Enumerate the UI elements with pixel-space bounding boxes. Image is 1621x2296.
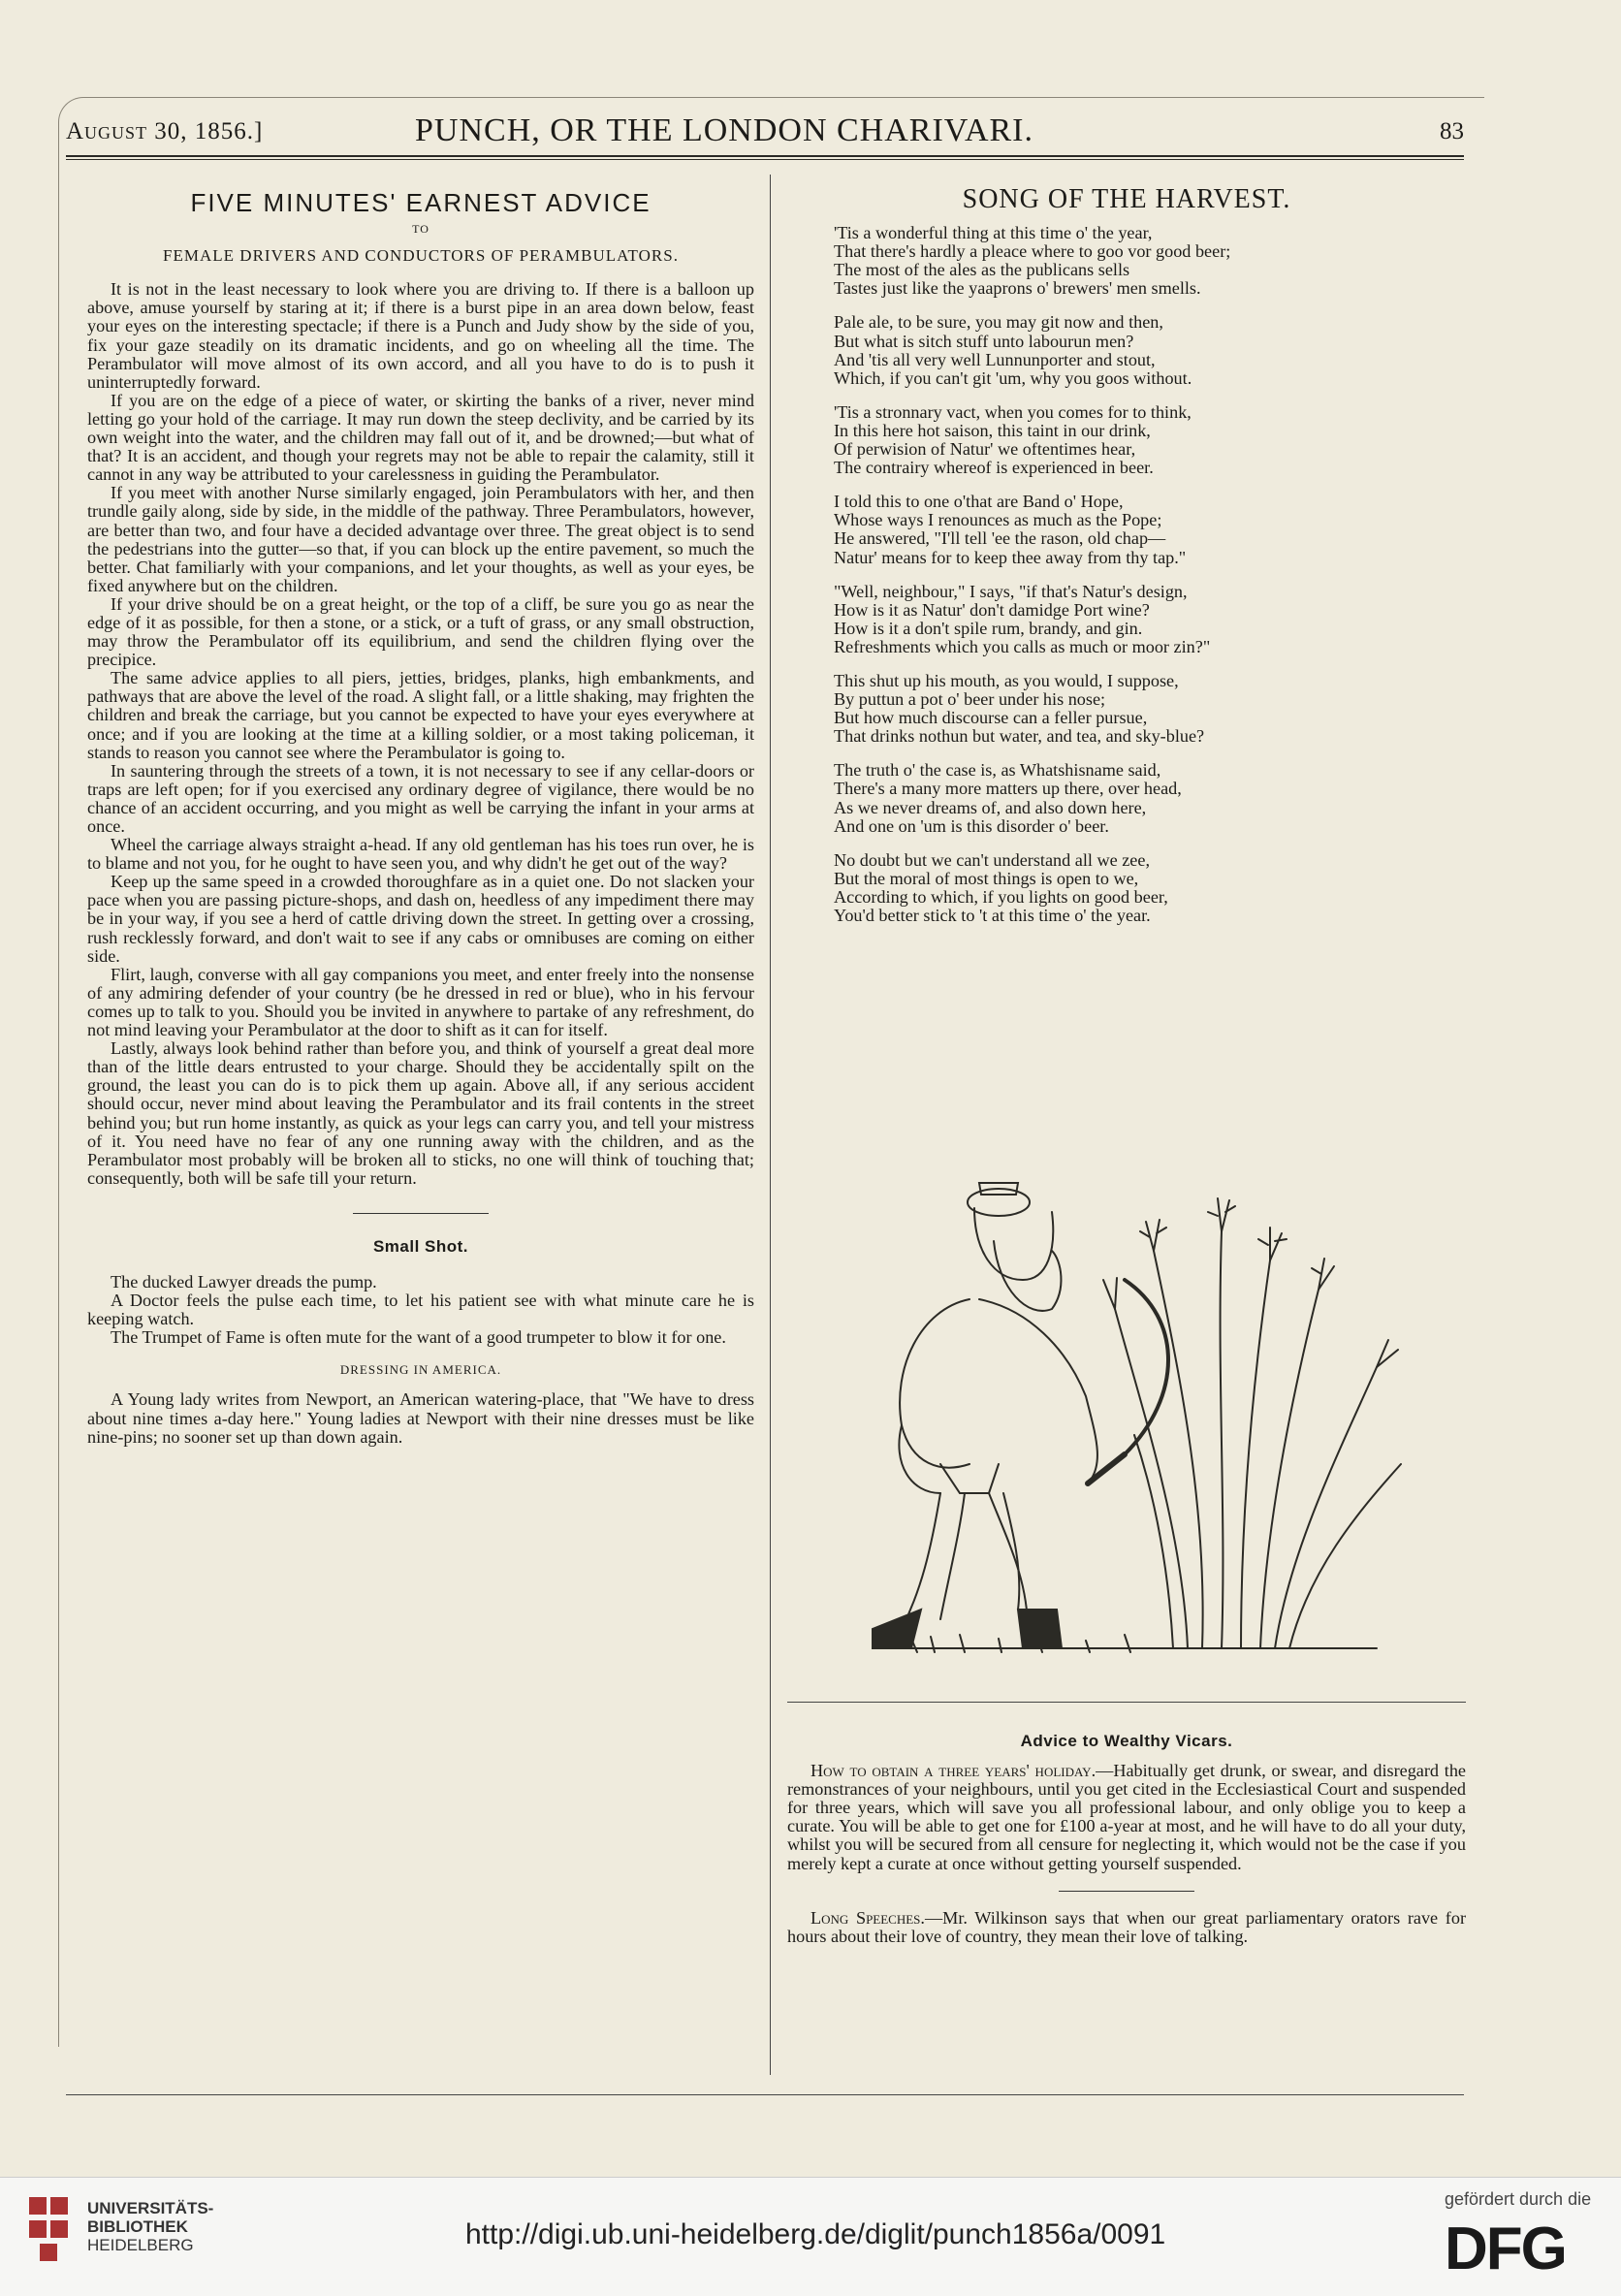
song-line: I told this to one o'that are Band o' Hope, — [834, 492, 1124, 512]
song-line: In this here hot saison, this taint in our drink, — [834, 420, 1151, 440]
song-line: That drinks nothun but water, and tea, and sky-blue? — [834, 726, 1205, 747]
song-line: 'Tis a stronnary vact, when you comes for to think, — [834, 401, 1192, 422]
vicars-section — [787, 1732, 1466, 1946]
library-name: UNIVERSITÄTS- BIBLIOTHEK HEIDELBERG — [87, 2199, 214, 2254]
america-paragraph: A Young lady writes from Newport, an American watering-place, that "We have to dress about nine times a-day here." Young ladies at Newport with their nine dresses must be like nine-pins; no sooner set up than down again. — [87, 1389, 754, 1447]
song-line: Pale ale, to be sure, you may git now and then, — [834, 312, 1163, 333]
page-header — [66, 112, 1464, 151]
advice-paragraph: The same advice applies to all piers, jetties, bridges, planks, high embankments, and pathways that are above the level of the road. A slight fall, or a little shaking, may frighten the children and break the carriage, but you cannot be expected to have your eyes everywhere at once; and if you are looking at the time at a killing soldier, or a most taking policeman, it stands to reason you cannot see where the Perambulator is going to. — [87, 668, 754, 762]
song-line: The contrairy whereof is experienced in beer. — [834, 458, 1154, 478]
song-stanza — [834, 224, 1466, 298]
header-rule-thin — [66, 159, 1464, 160]
song-line: The truth o' the case is, as Whatshisname said, — [834, 760, 1161, 781]
song-stanza — [834, 583, 1466, 656]
song-line: The most of the ales as the publicans sells — [834, 260, 1130, 280]
song-line: This shut up his mouth, as you would, I suppose, — [834, 670, 1179, 690]
song-line: Which, if you can't git 'um, why you goos without. — [834, 367, 1192, 388]
small-shot-item: A Doctor feels the pulse each time, to let his patient see with what minute care he is keeping watch. — [87, 1291, 754, 1329]
funding-label: gefördert durch die — [1445, 2189, 1592, 2209]
song-line: And one on 'um is this disorder o' beer. — [834, 815, 1109, 836]
advice-to: TO — [412, 222, 429, 237]
source-url-link[interactable]: http://digi.ub.uni-heidelberg.de/diglit/punch1856a/0091 — [465, 2218, 1166, 2250]
america-heading: DRESSING IN AMERICA. — [339, 1362, 502, 1378]
small-shot-item: The ducked Lawyer dreads the pump. — [111, 1271, 377, 1292]
small-shot-item: The Trumpet of Fame is often mute for the want of a good trumpeter to blow it for one. — [111, 1327, 726, 1348]
song-line: Natur' means for to keep thee away from thy tap." — [834, 547, 1187, 567]
song-line: You'd better stick to 't at this time o' the year. — [834, 906, 1151, 925]
university-library-logo-icon — [29, 2197, 68, 2265]
column-divider — [770, 175, 771, 2075]
advice-subtitle: FEMALE DRIVERS AND CONDUCTORS OF PERAMBULATORS. — [163, 246, 679, 266]
song-stanza — [834, 761, 1466, 835]
advice-title: FIVE MINUTES' EARNEST ADVICE — [190, 188, 652, 217]
advice-paragraph: In sauntering through the streets of a town, it is not necessary to see if any cellar-doors or traps are left open; for if you exercised any ordinary degree of vigilance, there would be no chance of an accident occurring, and you might as well be carrying the infant in your arms at once. — [87, 760, 754, 836]
song-stanza — [834, 851, 1466, 925]
song-stanza — [834, 672, 1466, 746]
header-rule — [66, 155, 1464, 157]
song-line: Tastes just like the yaaprons o' brewers' men smells. — [834, 278, 1201, 299]
footer-rule — [66, 2094, 1464, 2095]
publication-title: PUNCH, OR THE LONDON CHARIVARI. — [415, 112, 1034, 148]
song-line: Whose ways I renounces as much as the Pope; — [834, 510, 1162, 530]
advice-paragraph: If your drive should be on a great height, or the top of a cliff, be sure you go as near the edge of it as possible, for then a stone, or a stick, or a tuft of grass, or any small obstruction, may throw the Perambulator off its equilibrium, and send the children flying over the precipice. — [87, 593, 754, 670]
song-line: 'Tis a wonderful thing at this time o' the year, — [834, 223, 1153, 243]
harvest-illustration — [834, 1144, 1415, 1668]
song-line: According to which, if you lights on good beer, — [834, 886, 1168, 907]
song-line: No doubt but we can't understand all we zee, — [834, 849, 1150, 870]
section-rule — [353, 1213, 489, 1214]
vicars-lead: How to obtain a three years' holiday. — [810, 1761, 1097, 1781]
song-line: But how much discourse can a feller pursue, — [834, 708, 1148, 728]
vicars-title: Advice to Wealthy Vicars. — [1020, 1732, 1233, 1750]
long-speeches-lead: Long Speeches. — [810, 1907, 925, 1928]
page-number: 83 — [1440, 118, 1464, 144]
left-column — [87, 188, 754, 1447]
advice-paragraph: It is not in the least necessary to look where you are driving to. If there is a balloon up above, amuse yourself by staring at it; if there is a burst pipe in an area down below, feast your eyes on the interesting spectacle; if there is a Punch and Judy show by the side of you, fix your gaze steadily on its dramatic incidents, and go on wheeling all the time. The Perambulator will move almost of its own accord, and all you have to do is to push it uninterruptedly forward. — [87, 279, 754, 392]
issue-date: August 30, 1856.] — [66, 118, 264, 144]
song-line: But the moral of most things is open to we, — [834, 868, 1139, 888]
advice-paragraph: If you are on the edge of a piece of water, or skirting the banks of a river, never mind letting go your hold of the carriage. It may run down the steep declivity, and be carried by its own weight into the water, and the children may fall out of it, and be drowned;—but what of that? It is an accident, and though your regrets may not be able to repair the calamity, still it cannot in any way be attributed to your carelessness in guiding the Perambulator. — [87, 390, 754, 485]
song-stanzas — [787, 224, 1466, 925]
song-stanza — [834, 403, 1466, 477]
long-speeches-body: —Mr. Wilkinson says that when our great parliamentary orators rave for hours about their love of country, they mean their love of talking. — [787, 1907, 1467, 1946]
advice-paragraph: Flirt, laugh, converse with all gay companions you meet, and enter freely into the nonsense of any admiring defender of your country (be he dressed in red or blue), who in his fervour comes up to talk to you. Should you be invited in anywhere to partake of any refreshment, do not mind leaving your Perambulator at the door to shift as it can for itself. — [87, 964, 754, 1040]
song-line: How is it a don't spile rum, brandy, and gin. — [834, 618, 1143, 638]
song-line: But what is sitch stuff unto labourun men? — [834, 331, 1134, 351]
advice-paragraph: Keep up the same speed in a crowded thoroughfare as in a quiet one. Do not slacken your pace when you are passing picture-shops, and dash on, heedless of any impediment there may be in your way, if you see a herd of cattle driving down the street. In getting over a crossing, rush recklessly forward, and don't wait to see if any cabs or omnibuses are coming on either side. — [87, 872, 754, 966]
song-line: "Well, neighbour," I says, "if that's Natur's design, — [834, 581, 1188, 601]
page-footer — [0, 2177, 1621, 2296]
advice-paragraph: Wheel the carriage always straight a-head. If any old gentleman has his toes run over, he is to blame and not you, for he ought to have seen you, and why didn't he get out of the way? — [87, 835, 754, 874]
vicars-body: —Habitually get drunk, or swear, and disregard the remonstrances of your neighbours, until you get cited in the Ecclesiastical Court and suspended for three years, which will save you all professional labour, and only oblige you to keep a curate. You will be able to get one for £100 a-year at most, and he will have to do all your duty, whilst you will be secured from all censure for neglecting it, which would not be the case if you merely kept a curate at once without getting yourself suspended. — [787, 1761, 1466, 1873]
song-line: By puttun a pot o' beer under his nose; — [834, 689, 1106, 710]
small-shot-title: Small Shot. — [372, 1236, 469, 1256]
song-title: SONG OF THE HARVEST. — [962, 184, 1291, 214]
right-column — [787, 184, 1466, 941]
song-line: As we never dreams of, and also down here, — [834, 797, 1147, 817]
song-stanza — [834, 313, 1466, 387]
song-line: How is it as Natur' don't damidge Port wine? — [834, 599, 1150, 620]
song-stanza — [834, 493, 1466, 566]
song-line: Of perwision of Natur' we oftentimes hear, — [834, 439, 1136, 460]
illustration-rule — [787, 1702, 1466, 1703]
song-line: And 'tis all very well Lunnunporter and stout, — [834, 349, 1156, 369]
song-line: There's a many more matters up there, over head, — [834, 779, 1182, 799]
dfg-logo: DFG — [1445, 2216, 1566, 2282]
song-line: That there's hardly a pleace where to goo vor good beer; — [834, 241, 1231, 262]
song-line: Refreshments which you calls as much or moor zin?" — [834, 636, 1211, 656]
advice-paragraph: If you meet with another Nurse similarly engaged, join Perambulators with her, and then trundle gaily along, side by side, in the middle of the pathway. Three Perambulators, however, are better than two, and four have a decided advantage over three. The great object is to send the pedestrians into the gutter—so that, if you can block up the entire pavement, so much the better. Chat familiarly with your companions, and let your thoughts, as well as your eyes, be fixed anywhere but on the children. — [87, 483, 754, 595]
section-rule — [1059, 1891, 1194, 1892]
song-line: He answered, "I'll tell 'ee the rason, old chap— — [834, 528, 1166, 549]
advice-paragraph: Lastly, always look behind rather than before you, and think of yourself a great deal more than of the little dears entrusted to your charge. Should they be accidentally spilt on the ground, the least you can do is to pick them up again. Above all, if any serious accident should occur, never mind about leaving the Perambulator and its frail contents in the street behind you; but run home instantly, as quick as your legs can carry you, and tell your mistress of it. You need have no fear of any one running away with the children, and as the Perambulator most probably will be broken all to sticks, no one will think of touching that; consequently, both will be safe till your return. — [87, 1038, 754, 1188]
